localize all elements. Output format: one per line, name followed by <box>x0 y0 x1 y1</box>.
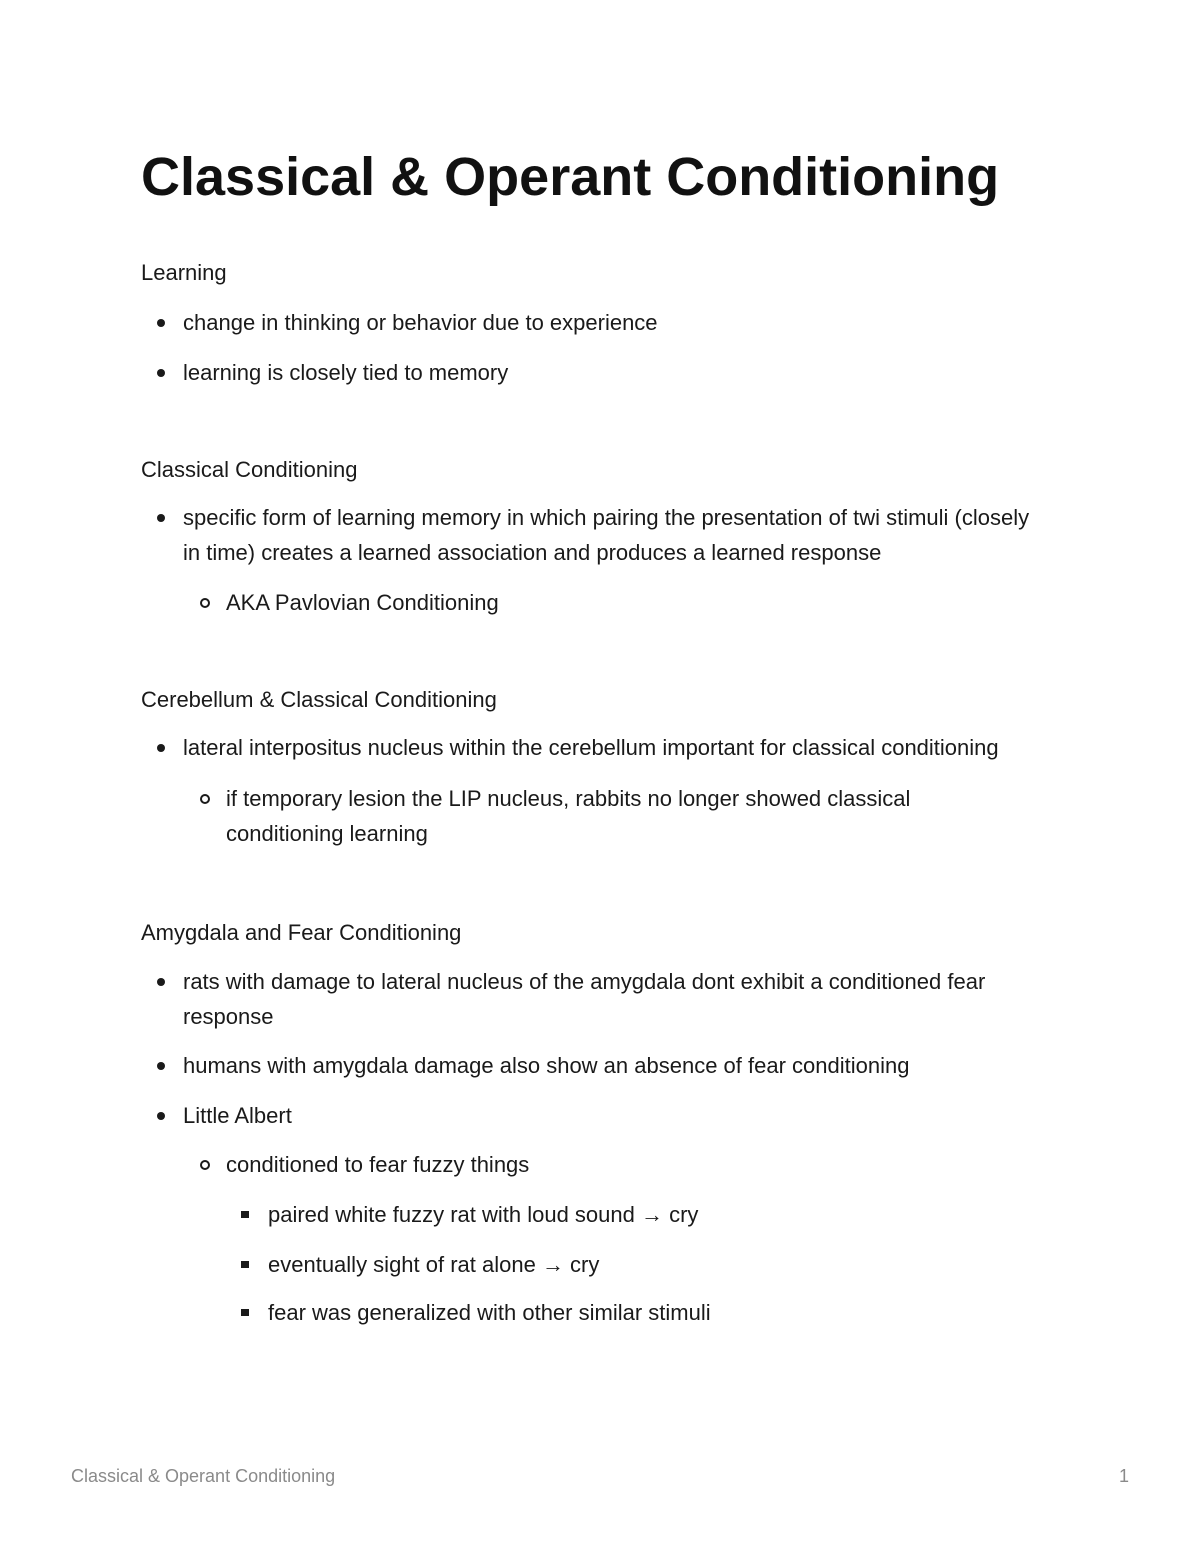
list-item <box>226 781 986 851</box>
bullet-disc-icon <box>157 978 165 986</box>
list-item <box>226 1147 1006 1182</box>
list-item-text: conditioned to fear fuzzy things <box>226 1152 530 1177</box>
list-item-text: specific form of learning memory in which pairing the presentation of twi stimuli (closely in time) creates a learned association and produces a learned response <box>183 505 1030 565</box>
list-item <box>226 585 1006 620</box>
list-item <box>183 305 1083 340</box>
list-item <box>183 500 1043 570</box>
bullet-disc-icon <box>157 744 165 752</box>
list-item-text: learning is closely tied to memory <box>183 360 509 385</box>
list-item <box>268 1247 1068 1282</box>
list-item <box>183 355 1083 390</box>
bullet-square-icon <box>241 1211 249 1218</box>
bullet-disc-icon <box>157 319 165 327</box>
bullet-disc-icon <box>157 1062 165 1070</box>
page-title: Classical & Operant Conditioning <box>141 147 1000 207</box>
bullet-square-icon <box>241 1309 249 1316</box>
section-heading-learning: Learning <box>141 260 227 285</box>
section-heading-classical-conditioning: Classical Conditioning <box>141 457 358 482</box>
bullet-disc-icon <box>157 514 165 522</box>
list-item <box>183 1098 1083 1133</box>
list-item <box>183 1048 1083 1083</box>
page-number: 1 <box>1118 1466 1129 1486</box>
list-item-text: if temporary lesion the LIP nucleus, rabbits no longer showed classical conditioning learning <box>226 786 911 846</box>
bullet-circle-icon <box>200 598 210 608</box>
bullet-disc-icon <box>157 369 165 377</box>
list-item-text: change in thinking or behavior due to experience <box>183 310 658 335</box>
list-item <box>268 1295 1068 1330</box>
bullet-square-icon <box>241 1261 249 1268</box>
section-heading-cerebellum: Cerebellum & Classical Conditioning <box>141 687 497 712</box>
list-item-text: AKA Pavlovian Conditioning <box>226 590 499 615</box>
list-item <box>268 1197 1068 1232</box>
footer-title: Classical & Operant Conditioning <box>71 1466 336 1486</box>
bullet-circle-icon <box>200 794 210 804</box>
list-item-text: lateral interpositus nucleus within the cerebellum important for classical conditioning <box>183 735 999 760</box>
list-item <box>183 730 1083 765</box>
list-item-text: fear was generalized with other similar stimuli <box>268 1300 711 1325</box>
bullet-disc-icon <box>157 1112 165 1120</box>
bullet-circle-icon <box>200 1160 210 1170</box>
list-item-text: eventually sight of rat alone → cry <box>268 1252 600 1277</box>
list-item-text: rats with damage to lateral nucleus of the amygdala dont exhibit a conditioned fear response <box>183 969 986 1029</box>
list-item-text: paired white fuzzy rat with loud sound → cry <box>268 1202 699 1227</box>
list-item-text: humans with amygdala damage also show an absence of fear conditioning <box>183 1053 910 1078</box>
section-heading-amygdala: Amygdala and Fear Conditioning <box>141 920 462 945</box>
list-item <box>183 964 1063 1034</box>
list-item-text: Little Albert <box>183 1103 292 1128</box>
